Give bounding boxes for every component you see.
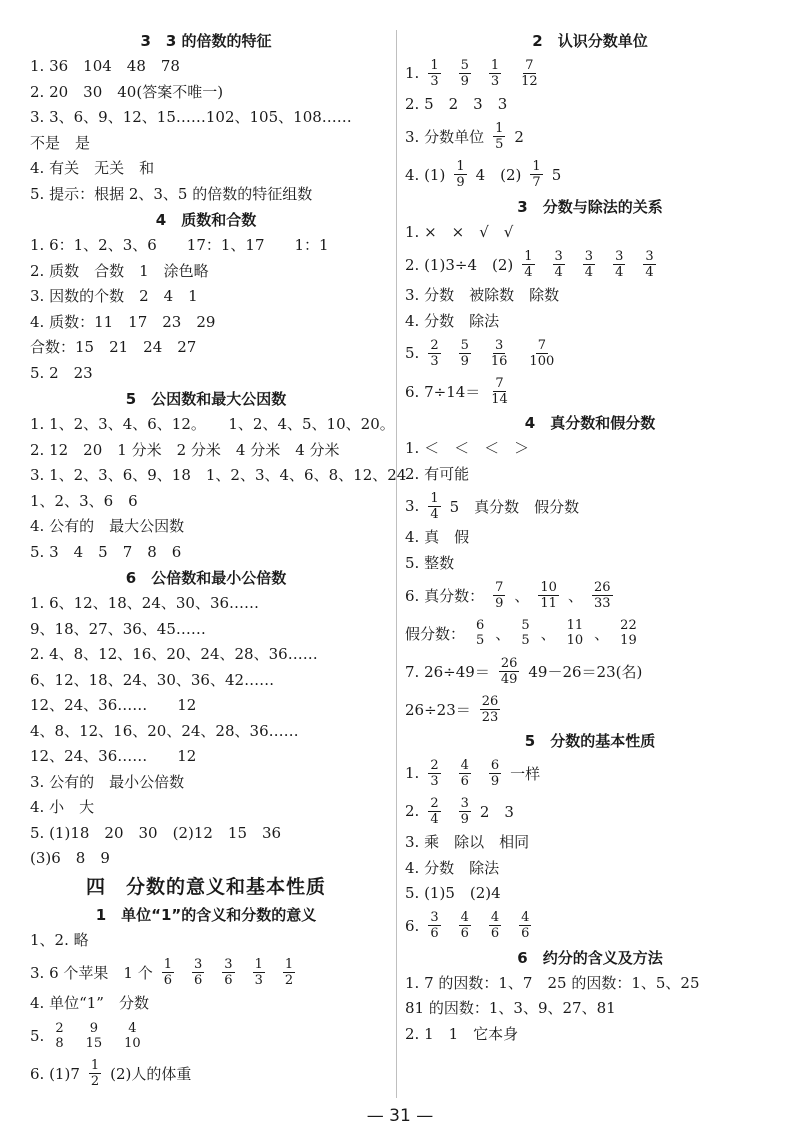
fraction <box>454 159 466 190</box>
answer-line <box>405 220 775 246</box>
fraction <box>428 58 440 89</box>
answer-line <box>405 881 775 907</box>
fraction-numerator: 22 <box>620 618 637 633</box>
chapter-title: 四 分数的意义和基本性质 <box>85 875 326 898</box>
fraction-numerator: 1 <box>90 1058 100 1073</box>
answer-text: 6. 7÷14＝ <box>405 382 481 401</box>
answer-text: 5. 2 23 <box>30 363 93 382</box>
answer-text: 6. 真分数： <box>405 586 485 605</box>
fraction <box>613 249 625 280</box>
answer-line <box>30 131 382 157</box>
fraction-numerator: 2 <box>55 1020 64 1036</box>
answer-line <box>30 361 382 387</box>
fraction <box>519 910 531 941</box>
fraction <box>428 910 440 941</box>
section-title: 3 3 的倍数的特征 <box>140 32 272 50</box>
fraction-numerator: 11 <box>566 618 584 633</box>
answer-text: 4. (1) <box>405 165 446 184</box>
fraction-denominator: 19 <box>620 633 637 648</box>
answer-text: 4. 质数：11 17 23 29 <box>30 312 216 331</box>
answer-line <box>30 991 382 1017</box>
answer-line <box>30 642 382 668</box>
answer-text: 1. <box>405 64 420 82</box>
section-title: 4 质数和合数 <box>155 211 257 229</box>
fraction-denominator: 6 <box>430 926 439 941</box>
answer-text: 一样 <box>510 764 541 783</box>
fraction-numerator: 5 <box>460 57 469 73</box>
answer-text: (2)人的体重 <box>110 1065 192 1083</box>
answer-text: 1、2. 略 <box>30 930 89 949</box>
fraction-numerator: 7 <box>537 337 546 353</box>
answer-text: 4、8、12、16、20、24、28、36…… <box>30 721 299 740</box>
fraction-numerator: 6 <box>490 757 500 773</box>
answer-text: 5. 提示：根据 2、3、5 的倍数的特征组数 <box>30 184 313 203</box>
fraction-denominator: 100 <box>529 353 555 369</box>
fraction-denominator: 6 <box>490 926 500 941</box>
fraction-numerator: 1 <box>163 956 172 972</box>
answer-line <box>405 754 775 792</box>
fraction-denominator: 4 <box>430 506 439 522</box>
fraction <box>618 618 639 648</box>
answer-line <box>405 614 775 652</box>
answer-line <box>405 1022 775 1048</box>
answer-text: 、 <box>540 624 556 643</box>
fraction-numerator: 1 <box>430 57 439 73</box>
answer-text: 1. <box>405 764 420 782</box>
answer-text: 5. 3 4 5 7 8 6 <box>30 542 182 561</box>
answer-text: 2 3 <box>479 802 514 821</box>
left-column <box>30 28 407 1093</box>
page-number: — 31 — <box>366 1106 434 1126</box>
fraction-denominator: 4 <box>615 264 624 280</box>
fraction-denominator: 16 <box>490 353 508 369</box>
answer-text: 4. 公有的 最大公因数 <box>30 517 185 535</box>
fraction-numerator: 1 <box>490 57 500 73</box>
answer-text: 3. 分数单位 <box>405 128 485 146</box>
answer-line <box>405 830 775 856</box>
fraction <box>459 338 471 369</box>
fraction-denominator: 9 <box>460 73 469 89</box>
answer-text: 、 <box>495 624 511 643</box>
answer-line <box>405 372 775 410</box>
answer-text: 4. 分数 除法 <box>405 858 500 877</box>
fraction-denominator: 6 <box>224 972 233 988</box>
fraction-denominator: 6 <box>460 926 469 941</box>
fraction-numerator: 5 <box>521 618 530 633</box>
answer-line <box>30 1017 382 1055</box>
fraction-numerator: 26 <box>593 579 611 595</box>
section-title: 4 真分数和假分数 <box>524 414 656 432</box>
answer-text: 49－26＝23(名) <box>528 662 643 681</box>
fraction-numerator: 4 <box>460 757 469 773</box>
column-divider <box>396 30 397 1098</box>
answer-line <box>30 80 382 106</box>
fraction-numerator: 1 <box>524 248 533 264</box>
answer-text: 5 真分数 假分数 <box>449 497 580 516</box>
fraction-denominator: 12 <box>521 73 538 89</box>
fraction-numerator: 7 <box>495 579 504 595</box>
answer-text: 2. <box>405 802 420 820</box>
answer-text: 12、24、36…… 12 <box>30 696 197 714</box>
answer-text: 4. 小 大 <box>30 798 95 816</box>
fraction <box>474 618 486 648</box>
answer-text: 26÷23＝ <box>405 700 471 719</box>
answer-line <box>405 487 775 525</box>
fraction-numerator: 3 <box>645 248 654 264</box>
answer-text: 2. 有可能 <box>405 464 470 483</box>
fraction <box>283 957 295 988</box>
answer-line <box>405 462 775 488</box>
fraction-numerator: 3 <box>584 248 594 264</box>
answer-text: 6、12、18、24、30、36、42…… <box>30 670 275 689</box>
fraction-numerator: 4 <box>128 1020 137 1036</box>
fraction-numerator: 1 <box>532 159 541 174</box>
answer-line <box>405 156 775 194</box>
fraction-denominator: 9 <box>456 175 465 190</box>
answer-line <box>30 795 382 821</box>
section-title: 6 公倍数和最小公倍数 <box>125 569 287 587</box>
answer-text: 3. 6 个苹果 1 个 <box>30 963 153 982</box>
answer-line <box>30 744 382 770</box>
answer-text: 4. 分数 除法 <box>405 311 500 330</box>
answer-text: 1. 36 104 48 78 <box>30 57 180 75</box>
fraction-denominator: 4 <box>430 811 439 827</box>
answer-text: 2. 4、8、12、16、20、24、28、36…… <box>30 645 318 663</box>
answer-line <box>30 463 407 489</box>
answer-line <box>405 996 775 1022</box>
fraction-denominator: 2 <box>284 972 294 988</box>
answer-line <box>405 92 775 118</box>
section-title: 1 单位“1”的含义和分数的意义 <box>95 905 317 924</box>
answer-text: 1. ＜ ＜ ＜ ＞ <box>405 439 530 457</box>
fraction-numerator: 3 <box>194 956 203 972</box>
fraction-denominator: 9 <box>460 811 469 827</box>
answer-line <box>405 283 775 309</box>
fraction-numerator: 4 <box>490 910 500 925</box>
fraction-denominator: 9 <box>490 773 500 789</box>
fraction-denominator: 10 <box>566 633 584 648</box>
right-column <box>405 28 775 1047</box>
fraction-denominator: 3 <box>490 73 500 89</box>
answer-line <box>30 953 382 991</box>
fraction <box>499 656 520 687</box>
answer-text: 5 <box>551 165 562 184</box>
fraction <box>530 159 542 190</box>
answer-text: 4 (2) <box>475 166 522 184</box>
answer-line <box>405 792 775 830</box>
fraction <box>428 491 440 522</box>
fraction-numerator: 4 <box>460 910 469 925</box>
answer-text: 4. 真 假 <box>405 528 470 546</box>
fraction-numerator: 7 <box>525 57 534 73</box>
answer-line <box>30 1055 382 1093</box>
answer-line <box>30 719 382 745</box>
answer-text: 1. × × √ √ <box>405 222 514 241</box>
fraction-denominator: 4 <box>524 264 533 280</box>
answer-text: 1. 6：1、2、3、6 17：1、17 1：1 <box>30 236 329 254</box>
fraction <box>592 580 613 611</box>
answer-line <box>30 335 382 361</box>
answer-text: 1. 1、2、3、4、6、12。 1、2、4、5、10、20。 <box>30 415 395 433</box>
answer-text: 2. 1 1 它本身 <box>405 1024 519 1043</box>
fraction <box>519 58 540 89</box>
answer-line <box>30 591 382 617</box>
answer-text: 2. (1)3÷4 (2) <box>405 255 514 274</box>
answer-text: 1. 7 的因数：1、7 25 的因数：1、5、25 <box>405 973 700 992</box>
fraction <box>538 580 559 611</box>
answer-line <box>30 412 395 438</box>
fraction <box>162 957 174 988</box>
fraction-numerator: 26 <box>481 693 499 709</box>
fraction-numerator: 1 <box>430 490 439 506</box>
answer-line <box>405 309 775 335</box>
answer-text: 2. 5 2 3 3 <box>405 95 508 113</box>
fraction <box>428 758 440 789</box>
fraction <box>489 910 501 941</box>
fraction <box>643 249 655 280</box>
fraction-denominator: 2 <box>90 1074 100 1089</box>
fraction-denominator: 3 <box>254 972 263 988</box>
answer-text: 3. 3、6、9、12、15……102、105、108…… <box>30 108 352 126</box>
answer-text: 3. 因数的个数 2 4 1 <box>30 287 198 305</box>
fraction <box>489 758 501 789</box>
fraction-numerator: 3 <box>430 910 439 925</box>
fraction-denominator: 33 <box>593 595 611 611</box>
answer-text: 3. <box>405 497 420 515</box>
fraction <box>489 338 510 369</box>
answer-text: 81 的因数：1、3、9、27、81 <box>405 999 616 1017</box>
answer-line <box>30 54 382 80</box>
fraction-numerator: 1 <box>254 956 263 972</box>
fraction-numerator: 3 <box>460 795 469 811</box>
answer-text: 2 <box>514 127 524 146</box>
answer-line <box>30 514 382 540</box>
answer-line <box>30 846 382 872</box>
fraction-denominator: 11 <box>540 595 557 611</box>
fraction-numerator: 3 <box>224 956 233 972</box>
fraction <box>428 338 440 369</box>
fraction <box>522 249 534 280</box>
fraction-denominator: 3 <box>430 773 439 789</box>
answer-text: 9、18、27、36、45…… <box>30 619 206 638</box>
answer-text: 2. 质数 合数 1 涂色略 <box>30 261 209 280</box>
answer-text: 合数：15 21 24 27 <box>30 338 197 356</box>
answer-line <box>30 821 382 847</box>
fraction-denominator: 49 <box>500 671 518 687</box>
fraction <box>192 957 204 988</box>
answer-text: 1、2、3、6 6 <box>30 491 138 510</box>
fraction <box>583 249 595 280</box>
answer-line <box>405 971 775 997</box>
answer-line <box>30 928 382 954</box>
fraction <box>122 1021 143 1051</box>
answer-line <box>405 907 775 945</box>
answer-line <box>30 284 382 310</box>
fraction-denominator: 6 <box>460 773 469 789</box>
fraction <box>459 796 471 827</box>
answer-line <box>30 770 382 796</box>
section-title: 6 约分的含义及方法 <box>517 948 663 967</box>
fraction-denominator: 15 <box>85 1035 103 1051</box>
fraction-denominator: 4 <box>554 264 563 280</box>
fraction-denominator: 4 <box>645 264 654 280</box>
fraction-numerator: 1 <box>284 956 294 972</box>
answer-text: 不是 是 <box>30 133 91 152</box>
fraction-numerator: 6 <box>476 618 485 633</box>
answer-text: 5. <box>30 1026 45 1045</box>
fraction-denominator: 9 <box>495 595 504 611</box>
answer-line <box>405 856 775 882</box>
fraction <box>53 1021 65 1051</box>
fraction <box>493 580 505 611</box>
answer-line <box>405 118 775 156</box>
fraction-denominator: 3 <box>430 73 439 89</box>
answer-text: 4. 有关 无关 和 <box>30 159 155 177</box>
section-title: 3 分数与除法的关系 <box>517 197 663 216</box>
answer-text: 假分数： <box>405 624 466 643</box>
fraction-denominator: 8 <box>55 1035 64 1051</box>
fraction <box>527 338 556 369</box>
answer-line <box>405 436 775 462</box>
fraction <box>428 796 440 827</box>
section-title: 2 认识分数单位 <box>532 32 648 50</box>
fraction-numerator: 10 <box>540 579 557 595</box>
answer-line <box>30 233 382 259</box>
fraction-numerator: 1 <box>495 121 504 136</box>
answer-line <box>405 525 775 551</box>
fraction-denominator: 7 <box>532 175 541 190</box>
answer-text: 、 <box>594 624 610 643</box>
fraction-denominator: 10 <box>124 1035 141 1051</box>
fraction-denominator: 6 <box>521 926 530 941</box>
answer-line <box>30 438 382 464</box>
fraction-denominator: 23 <box>481 709 499 725</box>
fraction-denominator: 5 <box>521 633 530 648</box>
answer-text: 3. 公有的 最小公倍数 <box>30 772 185 791</box>
answer-text: 6. (1)7 <box>30 1064 80 1083</box>
fraction <box>489 376 510 407</box>
fraction-denominator: 6 <box>194 972 203 988</box>
fraction-numerator: 7 <box>495 375 504 391</box>
fraction <box>84 1021 105 1051</box>
answer-line <box>30 259 382 285</box>
answer-line <box>405 54 775 92</box>
fraction-denominator: 3 <box>430 353 439 369</box>
answer-text: 3. 1、2、3、6、9、18 1、2、3、4、6、8、12、24 <box>30 466 407 484</box>
answer-text: 5. (1)18 20 30 (2)12 15 36 <box>30 823 282 842</box>
answer-text: 2. 12 20 1 分米 2 分米 4 分米 4 分米 <box>30 440 340 459</box>
answer-text: 3. 乘 除以 相同 <box>405 833 530 851</box>
answer-line <box>405 576 775 614</box>
answer-line <box>30 310 382 336</box>
answer-line <box>30 668 382 694</box>
fraction-denominator: 4 <box>584 264 594 280</box>
section-title: 5 分数的基本性质 <box>524 732 656 750</box>
answer-text: 4. 单位“1” 分数 <box>30 994 149 1012</box>
answer-text: 、 <box>514 586 530 605</box>
answer-text: 7. 26÷49＝ <box>405 662 490 681</box>
fraction-numerator: 3 <box>615 248 624 264</box>
answer-line <box>405 334 775 372</box>
answer-text: 3. 分数 被除数 除数 <box>405 286 560 304</box>
answer-line <box>30 156 382 182</box>
fraction-numerator: 2 <box>430 757 439 773</box>
answer-line <box>30 693 382 719</box>
fraction-denominator: 9 <box>460 353 469 369</box>
fraction-numerator: 4 <box>521 910 530 925</box>
fraction <box>480 694 501 725</box>
answer-line <box>405 690 775 728</box>
fraction <box>459 58 471 89</box>
fraction-numerator: 3 <box>554 248 563 264</box>
fraction <box>459 758 471 789</box>
section-title: 5 公因数和最大公因数 <box>125 390 287 408</box>
fraction-numerator: 2 <box>430 337 439 353</box>
answer-line <box>30 540 382 566</box>
fraction <box>519 618 531 648</box>
answer-line <box>405 551 775 577</box>
answer-text: (3)6 8 9 <box>30 849 110 867</box>
answer-text: 1. 6、12、18、24、30、36…… <box>30 594 260 612</box>
fraction-numerator: 2 <box>430 795 439 811</box>
fraction-numerator: 26 <box>500 655 518 671</box>
answer-text: 2. 20 30 40(答案不唯一) <box>30 82 224 101</box>
answer-text: 6. <box>405 916 420 935</box>
answer-text: 5. 整数 <box>405 553 455 572</box>
fraction-denominator: 14 <box>491 391 508 407</box>
fraction-denominator: 5 <box>476 633 485 648</box>
fraction <box>222 957 234 988</box>
answer-text: 5. <box>405 344 420 362</box>
fraction-numerator: 1 <box>456 159 465 174</box>
fraction-numerator: 3 <box>495 337 504 353</box>
answer-text: 、 <box>567 586 583 605</box>
fraction <box>565 618 586 648</box>
answer-line <box>30 617 382 643</box>
fraction-denominator: 6 <box>163 972 172 988</box>
answer-line <box>405 245 775 283</box>
fraction-numerator: 9 <box>89 1020 98 1036</box>
answer-line <box>30 489 382 515</box>
fraction-denominator: 5 <box>495 137 504 152</box>
answer-line <box>30 182 382 208</box>
answer-line <box>405 652 775 690</box>
fraction <box>489 58 501 89</box>
fraction <box>253 957 265 988</box>
fraction <box>459 910 471 941</box>
answer-text: 12、24、36…… 12 <box>30 747 197 765</box>
fraction-numerator: 5 <box>460 337 469 353</box>
fraction <box>89 1058 101 1089</box>
answer-line <box>30 105 382 131</box>
fraction <box>493 121 505 152</box>
fraction <box>553 249 565 280</box>
answer-text: 5. (1)5 (2)4 <box>405 884 501 902</box>
